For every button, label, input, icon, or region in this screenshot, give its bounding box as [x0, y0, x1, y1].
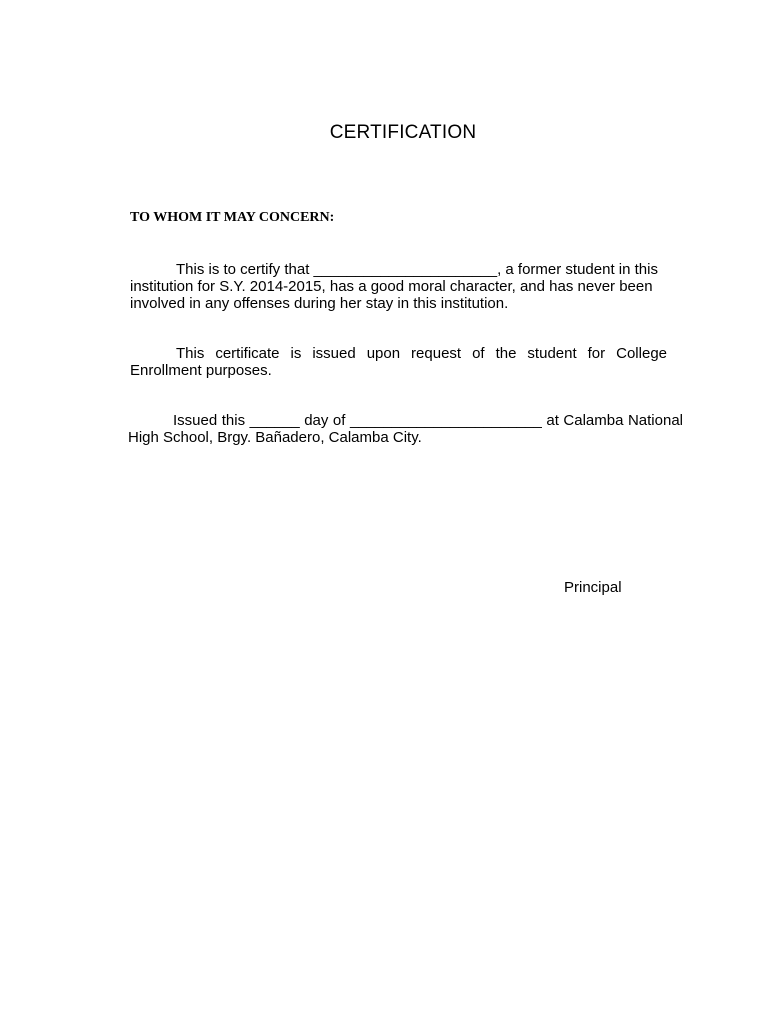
paragraph-certify: [130, 261, 675, 312]
salutation: TO WHOM IT MAY CONCERN:: [130, 210, 335, 225]
signatory-title: Principal: [564, 579, 622, 596]
paragraph-purpose-text: This certificate is issued upon request of the student for College Enrollment purposes.: [130, 345, 667, 379]
paragraph-purpose: [130, 345, 667, 379]
paragraph-issued: [128, 412, 683, 446]
paragraph-issued-text: Issued this ______ day of _______________________ at Calamba National High School, Brgy. Bañadero, Calamba City.: [128, 412, 683, 446]
paragraph-certify-text: This is to certify that ______________________, a former student in this institution for S.Y. 2014-2015, has a good moral character, and has never been involved in any offenses during her stay in this institution.: [130, 261, 658, 312]
document-title: CERTIFICATION: [329, 122, 477, 143]
